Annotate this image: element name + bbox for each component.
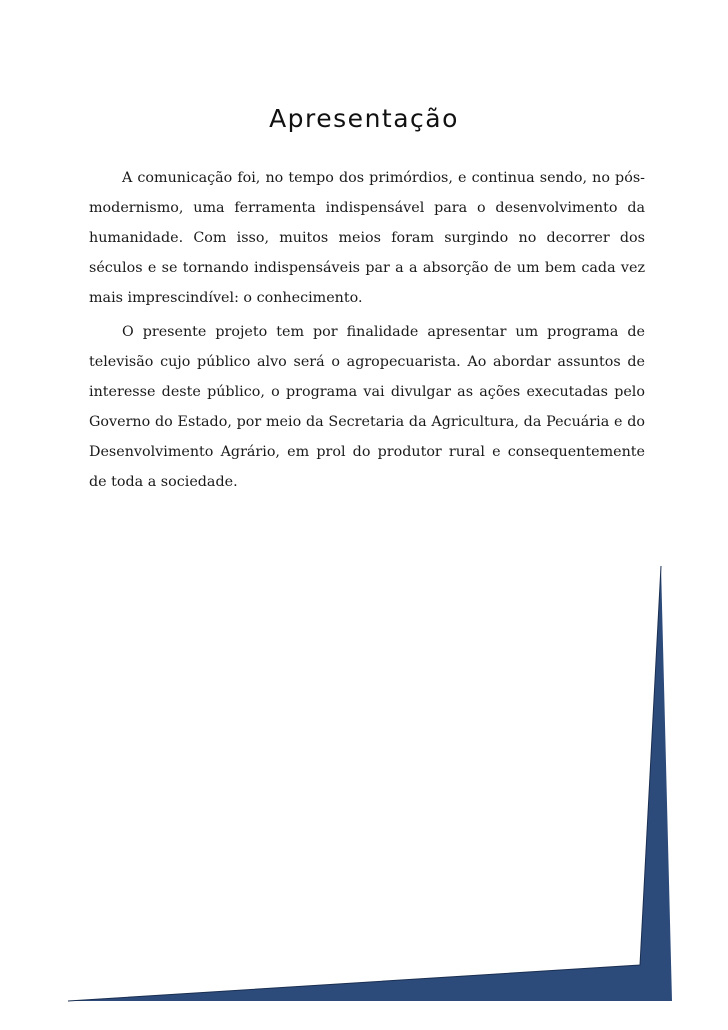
corner-triangle-shape: [68, 566, 672, 1001]
corner-triangle-edge: [68, 566, 661, 1001]
paragraph-2-text: O presente projeto tem por finalidade apresentar um programa de televisão cujo público alvo será o agropecuarista. Ao abordar assuntos de interesse deste público, o programa vai divulgar as ações executadas pelo Governo do Estado, por meio da Secretaria da Agricultura, da Pecuária e do Desenvolvimento Agrário, em prol do produtor rural e consequentemente de toda a sociedade.: [89, 324, 645, 490]
paragraph-1-text: A comunicação foi, no tempo dos primórdios, e continua sendo, no pós-modernismo, uma ferramenta indispensável para o desenvolvimento da humanidade. Com isso, muitos meios foram surgindo no decorrer dos séculos e se tornando indispensáveis par a a absorção de um bem cada vez mais imprescindível: o conhecimento.: [89, 170, 645, 306]
page-title: Apresentação: [269, 104, 459, 133]
